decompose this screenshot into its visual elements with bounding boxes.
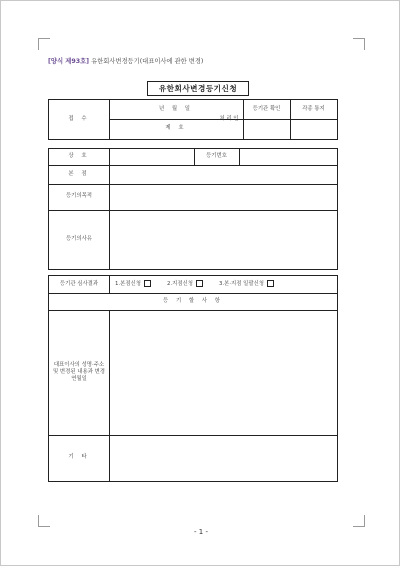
form-title: 유한회사변경등기신청 (147, 81, 249, 96)
others-label-cell (48, 435, 110, 482)
checkbox-head-office[interactable] (144, 280, 151, 287)
form-header (48, 56, 203, 65)
crop-mark-top-right (353, 38, 365, 50)
processor-label-cell (214, 99, 244, 140)
form-subtitle: 유한회사변경등기(대표이사에 관한 변경) (91, 58, 204, 65)
purpose-label-cell (48, 184, 110, 211)
crop-mark-bottom-right (353, 515, 365, 527)
checkbox-branch[interactable] (196, 280, 203, 287)
registry-officer-header (243, 99, 291, 120)
trade-name-label: 상 호 (68, 153, 90, 160)
trade-name-value[interactable] (109, 148, 195, 166)
option-head-office[interactable]: 1.본점신청 (115, 280, 151, 288)
registry-items-header: 등 기 할 사 항 (163, 297, 223, 304)
registration-form (48, 148, 338, 511)
trade-name-label-cell (48, 148, 110, 166)
processor-label: 처 리 인 (219, 115, 239, 122)
cause-value[interactable] (109, 210, 338, 270)
notices-header (290, 99, 338, 120)
checkbox-bulk[interactable] (267, 280, 274, 287)
purpose-value[interactable] (109, 184, 338, 211)
head-office-label: 본 점 (68, 170, 90, 177)
receipt-label: 접 수 (68, 115, 90, 122)
notices-label: 각종 통지 (302, 105, 325, 112)
receipt-number: 제 호 (165, 125, 187, 132)
registry-items-header-cell (48, 293, 338, 311)
crop-mark-top-left (38, 38, 50, 50)
registry-number-label-cell (194, 148, 240, 166)
cause-label-cell (48, 210, 110, 270)
others-value[interactable] (109, 435, 338, 482)
application-type-label-cell (48, 275, 110, 294)
registry-number-value[interactable] (239, 148, 338, 166)
receipt-label-cell (48, 99, 110, 140)
purpose-label: 등기의목적 (65, 193, 93, 200)
application-type-options (109, 275, 338, 294)
receipt-date: 년 월 일 (158, 105, 194, 112)
cause-label: 등기의사유 (65, 235, 93, 242)
representative-label-cell (48, 310, 110, 436)
registry-number-label: 등기번호 (206, 153, 227, 160)
crop-mark-bottom-left (38, 515, 50, 527)
head-office-label-cell (48, 165, 110, 185)
representative-value[interactable] (109, 310, 338, 436)
page-number: - 1 - (194, 528, 208, 536)
form-number: [양식 제93호] (48, 58, 90, 65)
receipt-table (48, 99, 338, 140)
head-office-value[interactable] (109, 165, 338, 185)
others-label: 기 타 (68, 454, 90, 461)
registry-officer-label: 등기관 확인 (252, 105, 281, 112)
option-branch[interactable]: 2.지점신청 (167, 280, 203, 288)
application-type-label: 등기관 심사결과 (59, 280, 99, 287)
notices-value (290, 119, 338, 140)
option-bulk[interactable]: 3.본·지점 일괄신청 (219, 280, 274, 288)
representative-label: 대표이사의 성명·주소 및 변경된 내용과 변경 연월일 (53, 361, 106, 383)
registry-officer-value (243, 119, 291, 140)
